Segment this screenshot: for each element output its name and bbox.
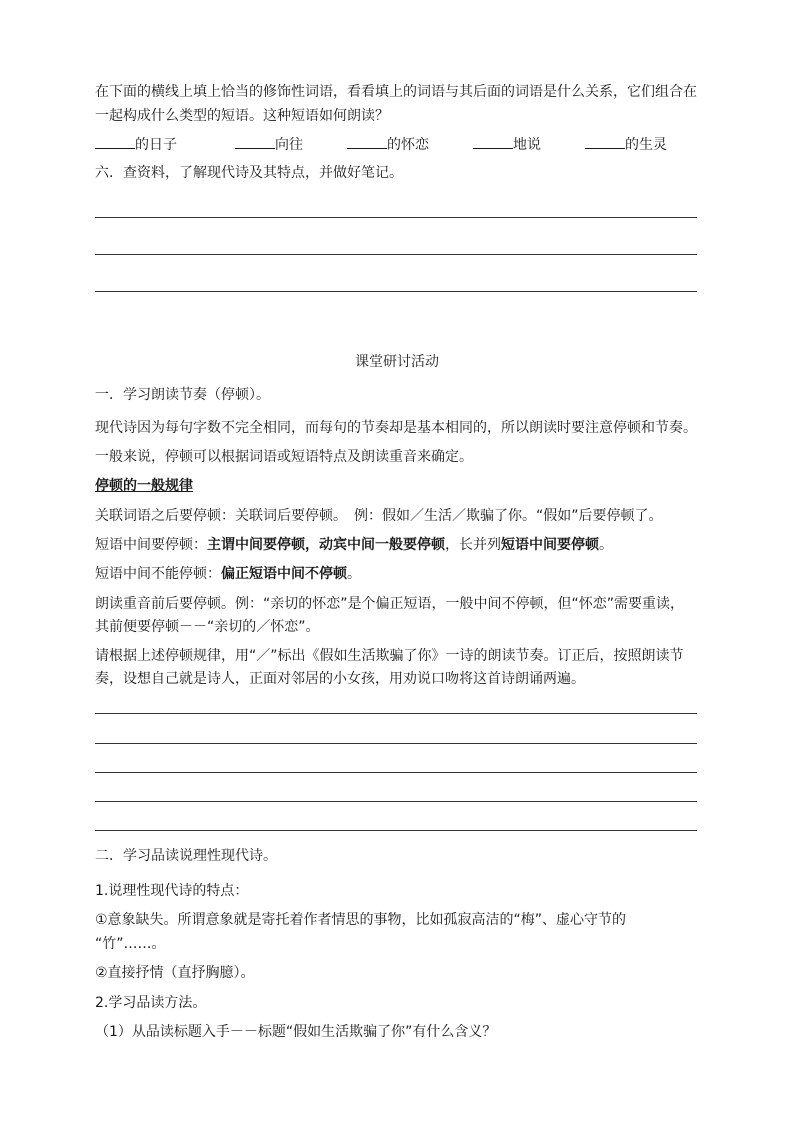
part2-question-1: （1）从品读标题入手－－标题“假如生活欺骗了你”有什么含义？ [95, 1024, 497, 1040]
blank-item-2: 向往 [235, 134, 303, 155]
task-line-1: 请根据上述停顿规律，用“／”标出《假如生活欺骗了你》一诗的朗读节奏。订正后，按照朗读节 [95, 648, 684, 664]
intro-line-2: 一起构成什么类型的短语。这种短语如何朗读？ [95, 108, 389, 124]
rule-4-line-1: 朗读重音前后要停顿。例：“亲切的怀恋”是个偏正短语，一般中间不停顿，但“怀恋”需要重读， [95, 596, 685, 612]
part1-heading: 一．学习朗读节奏（停顿）。 [95, 387, 270, 403]
answer-line[interactable] [95, 713, 697, 714]
part2-item-1-line-2: “竹”……。 [95, 936, 166, 952]
blank-item-3: 的怀恋 [347, 134, 429, 155]
answer-line[interactable] [95, 291, 697, 292]
part2-heading: 二．学习品读说理性现代诗。 [95, 848, 277, 864]
question-6: 六．查资料，了解现代诗及其特点，并做好笔记。 [95, 165, 403, 181]
fill-blank[interactable] [235, 134, 275, 149]
blank-item-5: 的生灵 [585, 134, 667, 155]
blank-item-1: 的日子 [95, 134, 177, 155]
rules-title: 停顿的一般规律 [95, 478, 193, 494]
fill-blank[interactable] [473, 134, 513, 149]
part1-paragraph-1: 现代诗因为每句字数不完全相同，而每句的节奏却是基本相同的，所以朗读时要注意停顿和节奏。 [95, 420, 697, 436]
answer-line[interactable] [95, 772, 697, 773]
part2-item-1-line-1: ①意象缺失。所谓意象就是寄托着作者情思的事物，比如孤寂高洁的“梅”、虚心守节的 [95, 912, 627, 928]
answer-line[interactable] [95, 217, 697, 218]
blank-item-4: 地说 [473, 134, 541, 155]
answer-line[interactable] [95, 801, 697, 802]
task-line-2: 奏，设想自己就是诗人，正面对邻居的小女孩，用劝说口吻将这首诗朗诵两遍。 [95, 671, 585, 687]
answer-line[interactable] [95, 830, 697, 831]
fill-blank[interactable] [95, 134, 135, 149]
part2-sub-1: 1.说理性现代诗的特点： [95, 883, 249, 899]
part2-sub-2: 2.学习品读方法。 [95, 995, 207, 1011]
fill-blank[interactable] [585, 134, 625, 149]
answer-line[interactable] [95, 254, 697, 255]
section-title: 课堂研讨活动 [355, 354, 439, 370]
rule-2: 短语中间要停顿：主谓中间要停顿，动宾中间一般要停顿，长并列短语中间要停顿。 [95, 537, 613, 553]
intro-line-1: 在下面的横线上填上恰当的修饰性词语，看看填上的词语与其后面的词语是什么关系，它们组合在 [95, 84, 697, 100]
rule-4-line-2: 其前便要停顿－－“亲切的／怀恋”。 [95, 619, 320, 635]
part2-item-2: ②直接抒情（直抒胸臆）。 [95, 965, 255, 981]
rule-3: 短语中间不能停顿：偏正短语中间不停顿。 [95, 566, 361, 582]
answer-line[interactable] [95, 743, 697, 744]
rule-1: 关联词语之后要停顿：关联词后要停顿。 例：假如／生活／欺骗了你。“假如”后要停顿了。 [95, 508, 663, 524]
part1-paragraph-2: 一般来说，停顿可以根据词语或短语特点及朗读重音来确定。 [95, 449, 473, 465]
fill-blank[interactable] [347, 134, 387, 149]
